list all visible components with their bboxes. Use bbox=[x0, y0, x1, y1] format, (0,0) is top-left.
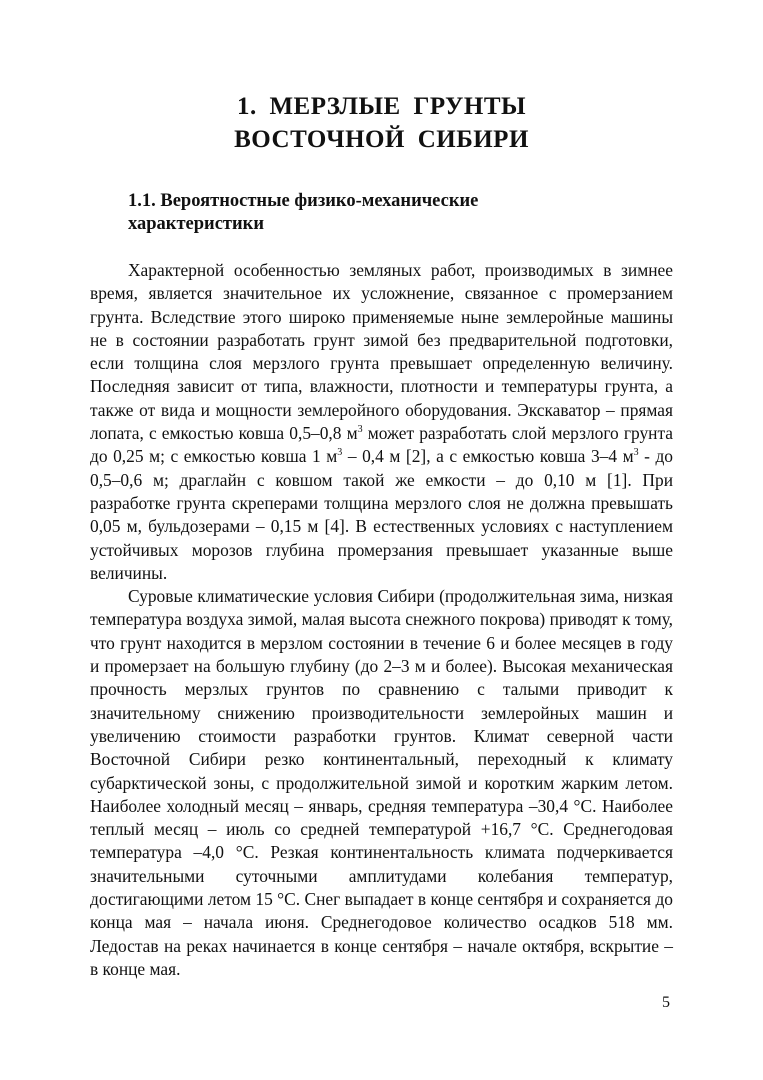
superscript-cubic-3: 3 bbox=[633, 447, 639, 459]
superscript-cubic-2: 3 bbox=[337, 447, 343, 459]
section-title-line-1: 1.1. Вероятностные физико-механические bbox=[128, 191, 479, 211]
paragraph-1-part-4: - до 0,5–0,6 м; драглайн с ковшом такой же емкости – до 0,10 м [1]. При разработке грунта скреперами толщина мерзлого слоя не должна превышать 0,05 м, бульдозерами – 0,15 м [4]. В естественных условиях с наступлением устойчивых морозов глубина промерзания превышает указанные выше величины. bbox=[90, 446, 674, 583]
chapter-title-line-1: 1. МЕРЗЛЫЕ ГРУНТЫ bbox=[236, 93, 527, 120]
paragraph-1 bbox=[90, 259, 673, 585]
superscript-cubic-1: 3 bbox=[357, 424, 363, 436]
paragraph-2: Суровые климатические условия Сибири (продолжительная зима, низкая температура воздуха зимой, малая высота снежного покрова) приводят к тому, что грунт находится в мерзлом состоянии в течение 6 и более месяцев в году и промерзает на большую глубину (до 2–3 м и более). Высокая механическая прочность мерзлых грунтов по сравнению с талыми приводит к значительному снижению производительности землеройных машин и увеличению стоимости разработки грунтов. Климат северной части Восточной Сибири резко континентальный, переходный к климату субарктической зоны, с продолжительной зимой и коротким жарким летом. Наиболее холодный месяц – январь, средняя температура –30,4 °С. Наиболее теплый месяц – июль со средней температурой +16,7 °С. Среднегодовая температура –4,0 °С. Резкая континентальность климата подчеркивается значительными суточными амплитудами колебания температур, достигающими летом 15 °С. Снег выпадает в конце сентября и сохраняется до конца мая – начала июня. Среднегодовое количество осадков 518 мм. Ледостав на реках начинается в конце сентября – начале октября, вскрытие – в конце мая. bbox=[90, 586, 673, 979]
chapter-title bbox=[90, 90, 673, 156]
paragraph-1-part-2: может разработать слой мерзлого грунта до 0,25 м; с емкостью ковша 1 м bbox=[90, 423, 673, 467]
chapter-title-line-2: ВОСТОЧНОЙ СИБИРИ bbox=[234, 126, 529, 153]
paragraph-1-part-3: – 0,4 м [2], а с емкостью ковша 3–4 м bbox=[342, 446, 634, 467]
paragraph-1-part-1: Характерной особенностью земляных работ, производимых в зимнее время, является значительное их усложнение, связанное с промерзанием грунта. Вследствие этого широко применяемые ныне землеройные машины не в состоянии разработать грунт зимой без предварительной подготовки, если толщина слоя мерзлого грунта превышает определенную величину. Последняя зависит от типа, влажности, плотности и температуры грунта, а также от вида и мощности землеройного оборудования. Экскаватор – прямая лопата, с емкостью ковша 0,5–0,8 м bbox=[90, 260, 673, 444]
body-text bbox=[90, 259, 673, 981]
page-number: 5 bbox=[662, 994, 670, 1011]
section-title-line-2: характеристики bbox=[128, 214, 264, 234]
section-title bbox=[128, 190, 648, 236]
